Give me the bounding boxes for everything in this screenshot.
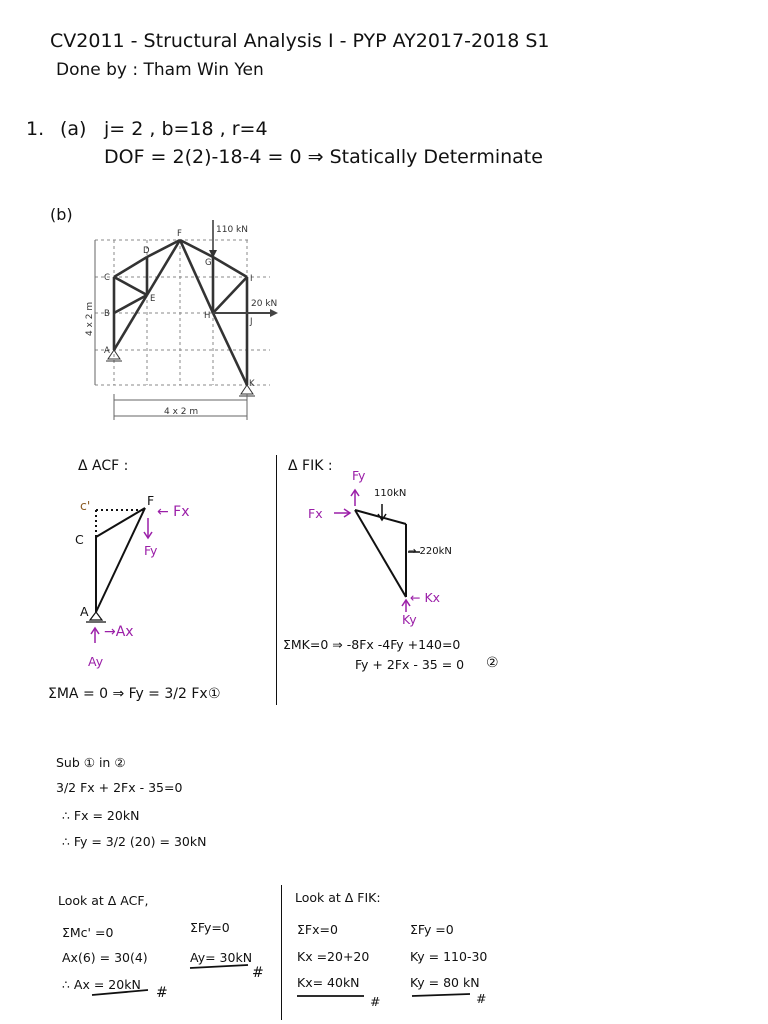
fik-ky-hash: # [476, 991, 487, 1006]
question-number: 1. [26, 118, 45, 140]
part-a-line1: j= 2 , b=18 , r=4 [104, 118, 268, 140]
acf-ay-hash: # [252, 965, 264, 981]
sub-heading: Sub ① in ② [56, 755, 126, 770]
fbd-fik-kx-label: ← Kx [410, 590, 441, 605]
dim-horizontal-label: 4 x 2 m [164, 407, 199, 417]
fik-heading: Look at Δ FIK: [295, 890, 381, 905]
node-label-e: E [150, 294, 156, 304]
fbd-fik-load-220-label: → 220kN [408, 546, 452, 557]
fbd-acf-node-f: F [147, 493, 155, 508]
load-20-label: 20 kN [251, 299, 278, 309]
node-label-i: I [250, 274, 253, 284]
part-b-label: (b) [50, 205, 73, 224]
fbd-fik-equation2: Fy + 2Fx - 35 = 0 [355, 657, 465, 672]
node-label-a: A [104, 346, 110, 356]
fbd-acf-fy-label: Fy [144, 543, 158, 558]
node-label-f: F [177, 229, 182, 239]
acf-moment-eq: ΣMc' =0 [62, 925, 114, 940]
node-label-g: G [205, 258, 212, 268]
load-110-label: 110 kN [216, 225, 248, 235]
fbd-fik-title: Δ FIK : [288, 458, 333, 474]
fbd-acf-eq-tag: ① [208, 686, 221, 702]
node-label-k: K [249, 379, 255, 389]
acf-ay-result: Ay= 30kN [190, 950, 253, 965]
fbd-fik-eq-tag: ② [486, 655, 499, 671]
fbd-acf-node-a: A [80, 604, 89, 619]
fbd-fik-ky-label: Ky [402, 612, 417, 627]
node-label-d: D [143, 246, 150, 256]
acf-ax-hash: # [156, 985, 168, 1001]
fbd-acf-c-prime: c' [80, 498, 91, 513]
acf-ax-result: ∴ Ax = 20kN [62, 977, 141, 992]
node-label-c: C [104, 273, 110, 283]
fbd-fik-equation1: ΣMK=0 ⇒ -8Fx -4Fy +140=0 [283, 637, 461, 652]
dim-vertical-label: 4 x 2 m [85, 301, 95, 336]
fbd-acf-node-c: C [75, 532, 84, 547]
sub-line3: ∴ Fy = 3/2 (20) = 30kN [62, 834, 207, 849]
fik-ky-result: Ky = 80 kN [410, 975, 480, 990]
fbd-acf-title: Δ ACF : [78, 458, 129, 474]
fik-fx-eq: ΣFx=0 [297, 922, 338, 937]
fbd-fik-fx-label: Fx [308, 506, 323, 521]
fik-ky-calc: Ky = 110-30 [410, 949, 488, 964]
acf-force-eq: ΣFy=0 [190, 920, 230, 935]
fbd-acf-ax-label: →Ax [104, 624, 134, 640]
fik-kx-result: Kx= 40kN [297, 975, 360, 990]
node-label-j: J [250, 317, 253, 327]
part-a-label: (a) [60, 118, 87, 140]
fbd-acf-fx-label: ← Fx [157, 504, 190, 520]
fik-fy-eq: ΣFy =0 [410, 922, 454, 937]
sub-line1: 3/2 Fx + 2Fx - 35=0 [56, 780, 183, 795]
acf-moment-calc: Ax(6) = 30(4) [62, 950, 148, 965]
fbd-fik-fy-label: Fy [352, 468, 366, 483]
node-label-b: B [104, 309, 110, 319]
fbd-acf-equation: ΣMA = 0 ⇒ Fy = 3/2 Fx [48, 686, 208, 702]
part-a-line2: DOF = 2(2)-18-4 = 0 ⇒ Statically Determinate [104, 146, 543, 168]
page-title: CV2011 - Structural Analysis I - PYP AY2017-2018 S1 [50, 30, 550, 52]
fik-kx-calc: Kx =20+20 [297, 949, 370, 964]
acf-heading: Look at Δ ACF, [58, 893, 149, 908]
author-line: Done by : Tham Win Yen [56, 60, 264, 80]
fik-ky-underline [412, 994, 470, 996]
node-label-h: H [204, 311, 211, 321]
sub-line2: ∴ Fx = 20kN [62, 808, 140, 823]
fik-kx-hash: # [370, 994, 381, 1009]
fbd-fik-load-110-label: 110kN [374, 488, 407, 499]
fbd-acf-ay-label: Ay [88, 654, 104, 669]
